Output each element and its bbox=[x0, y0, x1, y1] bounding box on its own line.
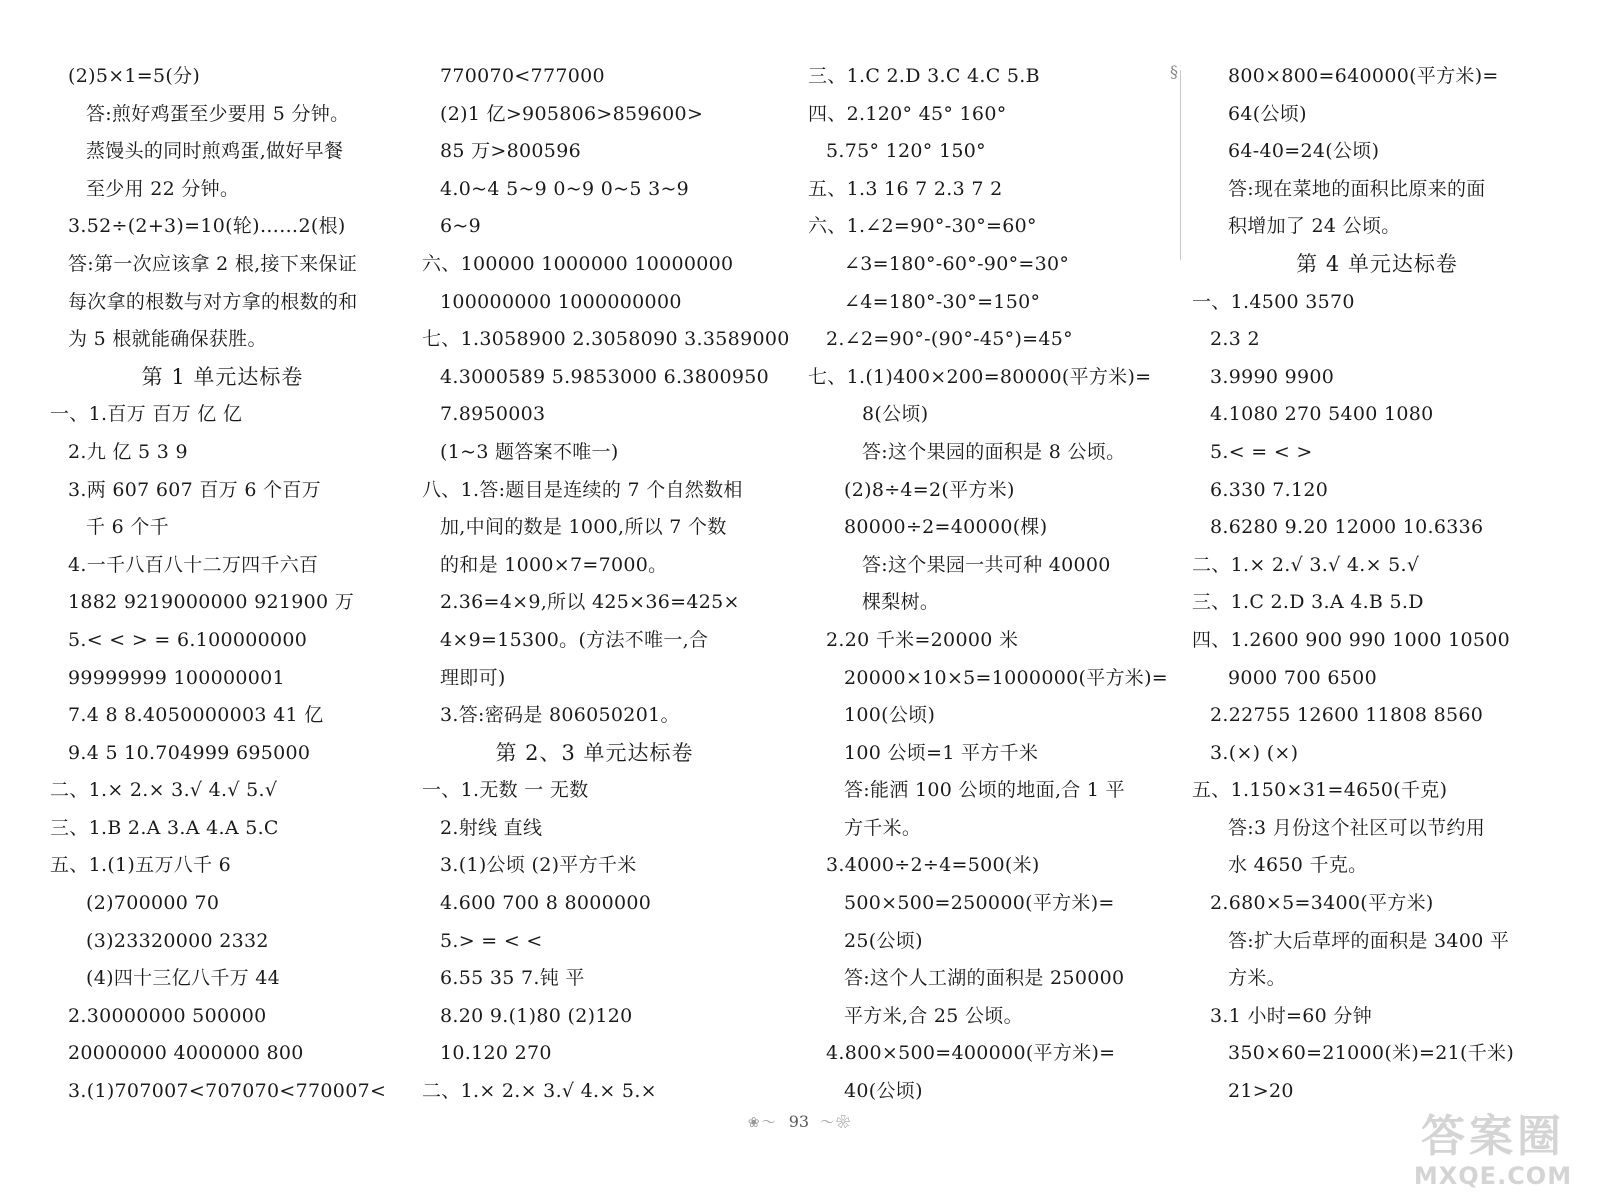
answer-line: 3.(×) (×) bbox=[1210, 741, 1299, 764]
answer-column-3 bbox=[808, 58, 1169, 1111]
answer-line: (3)23320000 2332 bbox=[86, 929, 269, 952]
answer-line: 二、1.× 2.× 3.√ 4.× 5.× bbox=[422, 1080, 657, 1103]
answer-line: (2)8÷4=2(平方米) bbox=[844, 478, 1015, 501]
answer-column-2 bbox=[422, 58, 790, 1111]
answer-line: 100000000 1000000000 bbox=[440, 290, 682, 313]
section-heading: 第 1 单元达标卷 bbox=[141, 364, 304, 389]
answer-line: (4)四十三亿八千万 44 bbox=[86, 967, 281, 990]
answer-line: 350×60=21000(米)=21(千米) bbox=[1228, 1042, 1515, 1065]
answer-line: 答:3 月份这个社区可以节约用 bbox=[1228, 816, 1486, 839]
watermark-logo bbox=[1408, 1112, 1578, 1190]
answer-line: 2.3 2 bbox=[1210, 328, 1260, 351]
answer-line: 七、1.(1)400×200=80000(平方米)= bbox=[808, 365, 1152, 388]
answer-line: 4.3000589 5.9853000 6.3800950 bbox=[440, 365, 770, 388]
answer-line: 7.4 8 8.4050000003 41 亿 bbox=[68, 704, 324, 727]
answer-line: (2)5×1=5(分) bbox=[68, 65, 201, 87]
answer-line: 答:这个果园的面积是 8 公顷。 bbox=[862, 440, 1126, 463]
answer-line: 9000 700 6500 bbox=[1228, 666, 1377, 689]
answer-line: 答:这个果园一共可种 40000 bbox=[862, 553, 1111, 576]
answer-line: 8.6280 9.20 12000 10.6336 bbox=[1210, 516, 1484, 539]
answer-line: 5.75° 120° 150° bbox=[826, 140, 986, 163]
answer-line: 5.< < > = 6.100000000 bbox=[68, 628, 308, 651]
answer-line: ∠3=180°-60°-90°=30° bbox=[844, 252, 1070, 275]
answer-line: 2.20 千米=20000 米 bbox=[826, 628, 1019, 651]
answer-line: 五、1.150×31=4650(千克) bbox=[1192, 779, 1448, 802]
answer-line: (2)700000 70 bbox=[86, 892, 220, 915]
answer-line: 20000×10×5=1000000(平方米)= bbox=[844, 666, 1169, 689]
answer-line: 3.9990 9900 bbox=[1210, 365, 1335, 388]
answer-line: 每次拿的根数与对方拿的根数的和 bbox=[68, 290, 358, 313]
answer-line: 3.(1)公顷 (2)平方千米 bbox=[440, 854, 637, 877]
answer-line: 6.330 7.120 bbox=[1210, 478, 1329, 501]
answer-line: 64-40=24(公顷) bbox=[1228, 140, 1380, 163]
answer-line: 4.1080 270 5400 1080 bbox=[1210, 403, 1434, 426]
answer-line: ∠4=180°-30°=150° bbox=[844, 290, 1041, 313]
answer-line: 7.8950003 bbox=[440, 403, 546, 426]
answer-line: 500×500=250000(平方米)= bbox=[844, 892, 1115, 915]
answer-line: 40(公顷) bbox=[844, 1080, 923, 1103]
answer-line: 85 万>800596 bbox=[440, 140, 581, 163]
answer-line: 至少用 22 分钟。 bbox=[86, 177, 240, 200]
answer-line: 80000÷2=40000(棵) bbox=[844, 516, 1048, 539]
watermark-url: MXQE.COM bbox=[1413, 1162, 1573, 1190]
answer-line: 2.射线 直线 bbox=[440, 816, 543, 839]
answer-line: 8.20 9.(1)80 (2)120 bbox=[440, 1004, 633, 1027]
answer-line: 3.4000÷2÷4=500(米) bbox=[826, 854, 1040, 877]
answer-line: 25(公顷) bbox=[844, 929, 923, 952]
answer-line: 1882 9219000000 921900 万 bbox=[68, 591, 355, 614]
answer-line: 四、2.120° 45° 160° bbox=[808, 102, 1007, 125]
answer-line: 答:扩大后草坪的面积是 3400 平 bbox=[1228, 929, 1510, 952]
answer-line: 五、1.3 16 7 2.3 7 2 bbox=[808, 177, 1003, 200]
answer-line: 三、1.C 2.D 3.A 4.B 5.D bbox=[1192, 591, 1424, 614]
answer-line: 2.36=4×9,所以 425×36=425× bbox=[440, 591, 740, 614]
answer-line: 答:能洒 100 公顷的地面,合 1 平 bbox=[844, 779, 1125, 802]
answer-line: 20000000 4000000 800 bbox=[68, 1042, 304, 1065]
answer-line: 2.30000000 500000 bbox=[68, 1004, 267, 1027]
answer-line: (2)1 亿>905806>859600> bbox=[440, 102, 704, 125]
answer-line: 4.一千八百八十二万四千六百 bbox=[68, 553, 319, 576]
answer-line: 2.∠2=90°-(90°-45°)=45° bbox=[826, 328, 1073, 351]
answer-line: 的和是 1000×7=7000。 bbox=[440, 553, 668, 576]
answer-line: 二、1.× 2.× 3.√ 4.√ 5.√ bbox=[50, 779, 278, 802]
answer-line: 5.< = < > bbox=[1210, 440, 1313, 463]
answer-line: 加,中间的数是 1000,所以 7 个数 bbox=[440, 516, 727, 539]
section-heading: 第 4 单元达标卷 bbox=[1296, 251, 1458, 276]
page-number: 93 bbox=[788, 1112, 810, 1131]
answer-line: 2.22755 12600 11808 8560 bbox=[1210, 704, 1484, 727]
right-ornament-icon: ～❀ bbox=[820, 1115, 853, 1131]
answer-line: 答:第一次应该拿 2 根,接下来保证 bbox=[68, 252, 358, 275]
answer-line: 六、100000 1000000 10000000 bbox=[422, 252, 734, 275]
answer-line: 5.> = < < bbox=[440, 929, 543, 952]
answer-line: 一、1.百万 百万 亿 亿 bbox=[50, 403, 243, 426]
left-ornament-icon: ❀～ bbox=[747, 1115, 778, 1131]
answer-line: 答:煎好鸡蛋至少要用 5 分钟。 bbox=[86, 102, 350, 125]
answer-line: 3.答:密码是 806050201。 bbox=[440, 704, 680, 727]
answer-line: 一、1.无数 一 无数 bbox=[422, 779, 589, 802]
answer-line: 21>20 bbox=[1228, 1080, 1294, 1103]
answer-line: 99999999 100000001 bbox=[68, 666, 285, 689]
answer-line: 770070<777000 bbox=[440, 65, 605, 87]
answer-line: 答:现在菜地的面积比原来的面 bbox=[1228, 177, 1486, 200]
answer-line: 三、1.B 2.A 3.A 4.A 5.C bbox=[50, 816, 279, 839]
answer-line: 三、1.C 2.D 3.C 4.C 5.B bbox=[808, 65, 1040, 87]
answer-line: 4×9=15300。(方法不唯一,合 bbox=[440, 628, 709, 651]
answer-line: 方米。 bbox=[1228, 967, 1286, 990]
answer-line: 8(公顷) bbox=[862, 403, 929, 426]
answer-line: 理即可) bbox=[440, 666, 506, 689]
column-divider bbox=[1180, 70, 1181, 260]
answer-line: 四、1.2600 900 990 1000 10500 bbox=[1192, 628, 1511, 651]
answer-line: 3.两 607 607 百万 6 个百万 bbox=[68, 478, 321, 501]
answer-line: 六、1.∠2=90°-30°=60° bbox=[808, 215, 1037, 238]
answer-line: 七、1.3058900 2.3058090 3.3589000 bbox=[422, 328, 790, 351]
answer-line: (1~3 题答案不唯一) bbox=[440, 440, 619, 463]
answer-line: 64(公顷) bbox=[1228, 102, 1307, 125]
answer-line: 八、1.答:题目是连续的 7 个自然数相 bbox=[422, 478, 743, 501]
answer-line: 答:这个人工湖的面积是 250000 bbox=[844, 967, 1125, 990]
answer-line: 水 4650 千克。 bbox=[1228, 854, 1368, 877]
answer-column-1 bbox=[50, 58, 395, 1111]
answer-line: 10.120 270 bbox=[440, 1042, 552, 1065]
answer-line: 蒸馒头的同时煎鸡蛋,做好早餐 bbox=[86, 140, 344, 163]
answer-line: 3.1 小时=60 分钟 bbox=[1210, 1004, 1372, 1027]
answer-line: 积增加了 24 公顷。 bbox=[1228, 215, 1401, 238]
binding-mark-icon: § bbox=[1170, 62, 1178, 81]
answer-line: 100 公顷=1 平方千米 bbox=[844, 741, 1039, 764]
answer-line: 为 5 根就能确保获胜。 bbox=[68, 328, 267, 351]
answer-line: 千 6 个千 bbox=[86, 516, 169, 539]
answer-line: 800×800=640000(平方米)= bbox=[1228, 65, 1499, 87]
answer-line: 100(公顷) bbox=[844, 704, 936, 727]
answer-line: 3.52÷(2+3)=10(轮)……2(根) bbox=[68, 215, 346, 238]
answer-line: 6.55 35 7.钝 平 bbox=[440, 967, 585, 990]
answer-line: 4.600 700 8 8000000 bbox=[440, 892, 652, 915]
answer-line: 3.(1)707007<707070<770007< bbox=[68, 1080, 387, 1103]
answer-line: 4.800×500=400000(平方米)= bbox=[826, 1042, 1116, 1065]
answer-line: 五、1.(1)五万八千 6 bbox=[50, 854, 232, 877]
answer-line: 方千米。 bbox=[844, 816, 922, 839]
answer-line: 2.九 亿 5 3 9 bbox=[68, 440, 188, 463]
answer-line: 平方米,合 25 公顷。 bbox=[844, 1004, 1023, 1027]
answer-line: 一、1.4500 3570 bbox=[1192, 290, 1355, 313]
answer-line: 6~9 bbox=[440, 215, 481, 238]
section-heading: 第 2、3 单元达标卷 bbox=[495, 740, 694, 765]
page-footer bbox=[0, 1112, 1600, 1132]
answer-line: 4.0~4 5~9 0~9 0~5 3~9 bbox=[440, 177, 690, 200]
answer-line: 2.680×5=3400(平方米) bbox=[1210, 892, 1434, 915]
answer-line: 二、1.× 2.√ 3.√ 4.× 5.√ bbox=[1192, 553, 1420, 576]
answer-column-4 bbox=[1192, 58, 1562, 1111]
answer-line: 棵梨树。 bbox=[862, 591, 940, 614]
watermark-text: 答案圈 bbox=[1421, 1111, 1565, 1162]
answer-line: 9.4 5 10.704999 695000 bbox=[68, 741, 311, 764]
